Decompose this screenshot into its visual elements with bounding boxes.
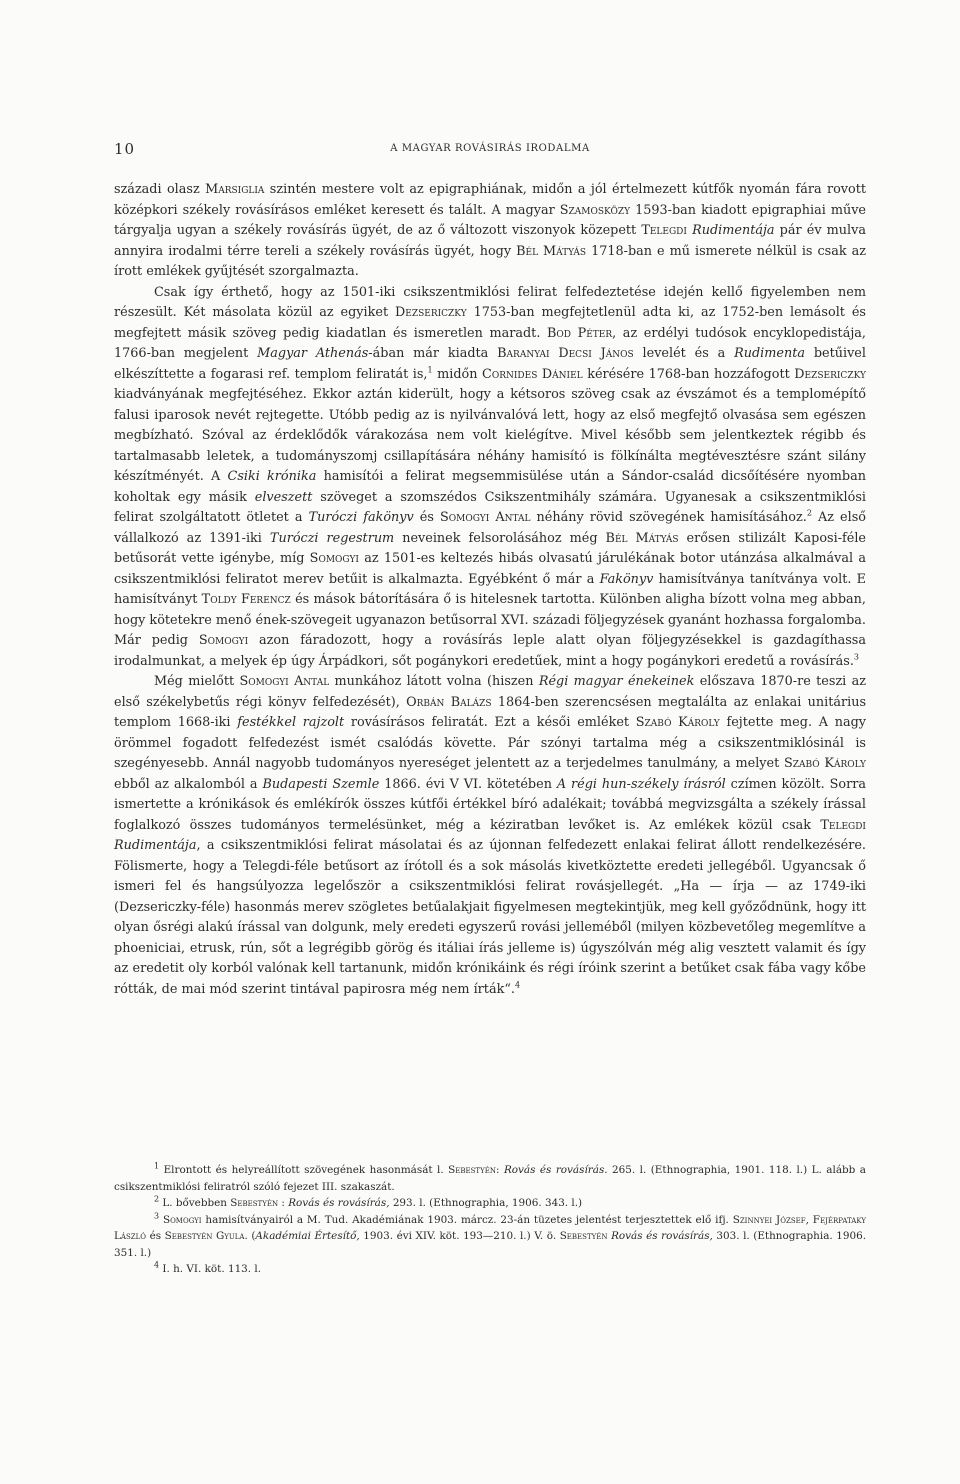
text-run: betűivel elkészíttette a fogarasi ref. templom feliratát is, bbox=[114, 346, 866, 382]
text-run: szintén mestere volt az epigraphiának, midőn a jól értelmezett kútfők nyomán fára rovott középkori székely rovásírásos emléket keresett és talált. A magyar bbox=[114, 182, 866, 218]
text-run: -ában már kiadta bbox=[368, 346, 498, 361]
text-run: : bbox=[495, 1164, 504, 1176]
text-run: , bbox=[805, 1213, 813, 1226]
text-run: . ( bbox=[244, 1230, 256, 1242]
text-run: és bbox=[413, 510, 441, 525]
text-run: és bbox=[146, 1230, 165, 1242]
text-run: hamisítványa tanítványa volt. E hamisítványt bbox=[114, 571, 866, 607]
footnote-ref: 3 bbox=[154, 1211, 160, 1221]
text-run: Orbán Balázs bbox=[406, 694, 492, 710]
footnote bbox=[114, 1195, 866, 1212]
text-run: Sebestyén bbox=[230, 1197, 279, 1209]
text-run: levelét és a bbox=[633, 346, 735, 361]
text-run: , a csikszentmiklósi felirat másolatai és az újonnan felfedezett enlakai felirat állott rendelkezésére. Fölismerte, hogy a Telegdi-féle betűsort az írótoll és a sok másolás kivetköztette eredeti jellegéből. Ugyancsak ő ismeri fel és hangsúlyozza legelőször a csikszentmiklósi felirat rovásjellegét. „Ha — írja — az 1749-iki (Dezsericzky-féle) hasonmás merev szögletes betűalakjait figyelmesen megtekintjük, meg kell győződnünk, hogy itt olyan ősrégi alakú írással van dolgunk, mely eredeti egyszerű rovási jelleméből (milyen közbevetőleg megemlítve a phoeniciai, etrusk, rún, sőt a legrégibb görög és itáliai írás jelleme is) úgyszólván még alig vesztett valamit és így az eredetit oly korból valónak kell tartanunk, midőn krónikáink és régi íróink szerint a betűket csak fába vagy kőbe rótták, de mai mód szerint tintával papirosra még nem írták“. bbox=[114, 838, 866, 997]
text-run: festékkel rajzolt bbox=[237, 715, 345, 730]
text-run: Szinnyei József bbox=[732, 1213, 806, 1226]
text-run: 303. l. (Ethnographia. 1906. 351. l.) bbox=[114, 1230, 866, 1259]
text-run: Telegdi bbox=[820, 817, 866, 833]
text-run: Az első vállalkozó az 1391-iki bbox=[114, 510, 866, 546]
text-run: Fejérpataky László bbox=[114, 1213, 867, 1242]
footnote-ref: 1 bbox=[427, 365, 433, 375]
text-run: 293. l. (Ethnographia, 1906. 343. l.) bbox=[389, 1197, 583, 1209]
text-run: Még mielőtt bbox=[154, 674, 240, 689]
text-run: L. bővebben bbox=[159, 1197, 231, 1209]
text-run: 1593-ban kiadott epigraphiai műve tárgyalja ugyan a székely rovásírás ügyét, de az ő változott viszonyok közepett bbox=[114, 202, 866, 238]
text-run: erősen stilizált Kaposi-féle betűsorát vette igénybe, míg bbox=[114, 530, 867, 566]
text-run: Rudimentája bbox=[114, 838, 197, 853]
text-run: midőn bbox=[432, 366, 483, 382]
text-run: Sebestyén bbox=[448, 1164, 496, 1176]
text-run: századi olasz bbox=[114, 182, 206, 197]
text-run: Szabó Károly bbox=[635, 715, 720, 730]
text-run: Somogyi bbox=[198, 633, 249, 648]
text-run: 1718-ban e mű ismerete nélkül is csak az írott emlékek gyűjtését szorgalmazta. bbox=[114, 243, 866, 279]
text-run: Csiki krónika bbox=[227, 469, 317, 484]
text-run: Rudimenta bbox=[734, 346, 805, 361]
text-run: Toldy Ferencz bbox=[201, 592, 291, 607]
footnote bbox=[114, 1162, 866, 1195]
text-run: Bél Mátyás bbox=[516, 243, 587, 259]
text-run: 1864-ben szerencsésen megtalálta az enlakai unitárius templom 1668-iki bbox=[114, 694, 867, 730]
text-run: pár év mulva annyira irodalmi térre tereli a székely rovásírás ügyét, hogy bbox=[114, 223, 866, 259]
text-run: Akadémiai Értesítő, bbox=[255, 1230, 360, 1242]
paragraph bbox=[114, 672, 866, 1000]
text-run: 1866. évi V VI. kötetében bbox=[379, 776, 557, 792]
text-run: Bél Mátyás bbox=[605, 530, 679, 546]
text-run: A régi hun-székely írásról bbox=[556, 776, 726, 792]
text-run: Dezsericzky bbox=[395, 305, 467, 320]
text-run: néhány rövid szövegének hamisításához. bbox=[530, 510, 807, 525]
text-run: Elrontott és helyreállított szövegének hasonmását l. bbox=[159, 1164, 449, 1176]
page-number: 10 bbox=[114, 140, 136, 158]
text-run: Turóczi regestrum bbox=[269, 530, 395, 546]
text-run: Sebestyén bbox=[559, 1230, 608, 1242]
footnote-ref: 3 bbox=[853, 652, 859, 662]
running-title: A MAGYAR ROVÁSIRÁS IRODALMA bbox=[390, 143, 590, 154]
page-header bbox=[114, 140, 866, 164]
text-run: Marsiglia bbox=[205, 182, 265, 197]
text-run: hamisítványairól a M. Tud. Akadémiának 1903. márcz. 23-án tüzetes jelentést terjesztettek elő ifj. bbox=[201, 1213, 733, 1226]
text-run: munkához látott volna (hiszen bbox=[329, 674, 539, 689]
text-run: : bbox=[278, 1197, 289, 1209]
text-run: előszava 1870-re teszi az első székelybetűs régi könyv felfedezését), bbox=[114, 674, 866, 710]
text-run: fejtette meg. A nagy örömmel fogadott felfedezést ismét csalódás követte. Pár szónyi tartalma még a csikszentmiklósinál is szegényesebb. Annál nagyobb tudományos nyereséget jelentett az a terjedelmes tanulmány, a melyet bbox=[114, 715, 867, 771]
footnote bbox=[114, 1212, 866, 1262]
text-run: I. h. VI. köt. 113. l. bbox=[159, 1263, 262, 1275]
text-run: Bod Péter bbox=[547, 325, 613, 341]
text-run: Somogyi bbox=[309, 551, 359, 566]
text-run: Somogyi Antal bbox=[239, 674, 330, 689]
text-run: neveinek felsorolásához még bbox=[394, 530, 606, 546]
text-run: Budapesti Szemle bbox=[262, 776, 380, 792]
text-run: Szamosközy bbox=[559, 202, 631, 218]
footnote bbox=[114, 1261, 866, 1278]
text-run: szöveget a szomszédos Csikszentmihály számára. Ugyanesak a csikszentmiklósi felirat szolgáltatott ötletet a bbox=[114, 489, 866, 525]
text-run: czímen közölt. Sorra ismertette a krónikások és emlékírók összes kútfői értékkel bíró adalékait; továbbá megvizsgálta a székely írással foglalkozó összes tudományos termelésünket, még a kéziratban levőket is. Az emlékek közül csak bbox=[114, 776, 867, 833]
text-run: Telegdi bbox=[641, 223, 687, 238]
text-run: kiadványának megfejtéséhez. Ekkor aztán kiderült, hogy a kétsoros szöveg csak az évszámot és a templomépítő falusi iparosok nevét rejtegette. Utóbb pedig az is nyilvánvalóvá lett, hogy az első megfejtő olvasása sem egészen megbízható. Szóval az érdeklődők várakozása nem volt kielégítve. Mivel később sem jelentkeztek régibb és tartalmasabb leletek, a tudományszomj csillapítására néhány hamisító is fölkínálta megtévesztésre szánt silány készítményét. A bbox=[114, 387, 866, 484]
text-run: Sebestyén Gyula bbox=[164, 1230, 245, 1242]
text-run: kérésére 1768-ban hozzáfogott bbox=[582, 366, 795, 382]
footnote-ref: 2 bbox=[806, 508, 812, 518]
footnote-ref: 4 bbox=[154, 1260, 160, 1270]
text-run: az 1501-es keltezés hibás olvasatú járulékának botor utánzása alkalmával a csikszentmiklósi feliratot merev betűit is alkalmazta. Egyébként ő már a bbox=[114, 551, 866, 587]
text-run: Somogyi bbox=[162, 1213, 202, 1226]
footnote-ref: 4 bbox=[514, 980, 521, 990]
text-run: és mások bátorítására ő is hitelesnek tartotta. Különben aligha bízott volna meg abban, hogy kötetekre menő ének-szövegeit ugyanazon betűsorral XVI. századi följegyzések gyanánt hozhassa forgalomba. Már pedig bbox=[114, 592, 866, 648]
footnote-ref: 2 bbox=[154, 1194, 160, 1204]
text-run: elveszett bbox=[254, 489, 313, 505]
text-run: 265. l. (Ethnographia, 1901. 118. l.) L. alább a csikszentmiklósi feliratról szóló fejezet III. szakaszát. bbox=[114, 1164, 866, 1193]
text-run: Rudimentája bbox=[692, 223, 775, 238]
text-run: Dezsericzky bbox=[794, 366, 866, 382]
text-run: Somogyi Antal bbox=[440, 510, 531, 525]
text-run: Csak így érthető, hogy az 1501-iki csikszentmiklósi felirat felfedeztetése idején kellő figyelemben nem részesült. Két másolata közül az egyiket bbox=[114, 284, 866, 320]
text-run: rovásírásos feliratát. Ezt a késői emléket bbox=[344, 715, 636, 730]
text-run: Fakönyv bbox=[599, 571, 654, 587]
text-run: Magyar Athenás bbox=[257, 346, 369, 361]
text-run: Rovás és rovásírás, bbox=[611, 1230, 713, 1242]
paragraph bbox=[114, 180, 866, 283]
text-run: hamisítói a felirat megsemmisülése után a Sándor-család dicsőítésére nyomban koholtak egy másik bbox=[114, 469, 866, 505]
text-run: 1903. évi XIV. köt. 193—210. l.) V. ö. bbox=[359, 1230, 560, 1242]
text-run: Régi magyar énekeinek bbox=[538, 674, 695, 689]
text-run: ebből az alkalomból a bbox=[114, 776, 263, 792]
body-text bbox=[114, 180, 866, 1000]
footnote-ref: 1 bbox=[154, 1161, 160, 1171]
text-run: Turóczi fakönyv bbox=[308, 510, 414, 525]
footnotes bbox=[114, 1162, 866, 1278]
text-run: Rovás és rovásírás. bbox=[503, 1164, 608, 1176]
text-run: Rovás és rovásírás, bbox=[288, 1197, 390, 1209]
text-run: Baranyai Decsi János bbox=[497, 346, 634, 361]
text-run: , az erdélyi tudósok encyklopedistája, 1766-ban megjelent bbox=[114, 325, 866, 361]
paragraph bbox=[114, 283, 866, 673]
text-run: Cornides Dániel bbox=[482, 366, 583, 382]
text-run: Szabó Károly bbox=[784, 756, 866, 771]
text-run: azon fáradozott, hogy a rovásírás leple alatt olyan följegyzésekkel is gazdagíthassa irodalmunkat, a melyek ép úgy Árpádkori, sőt pogánykori eredetűek, mint a hogy pogánykori eredetű a rovásírás. bbox=[114, 633, 866, 669]
text-run: 1753-ban megfejtetlenül adta ki, az 1752-ben lemásolt és megfejtett másik szöveg pedig kiadatlan és ismeretlen maradt. bbox=[114, 305, 866, 341]
